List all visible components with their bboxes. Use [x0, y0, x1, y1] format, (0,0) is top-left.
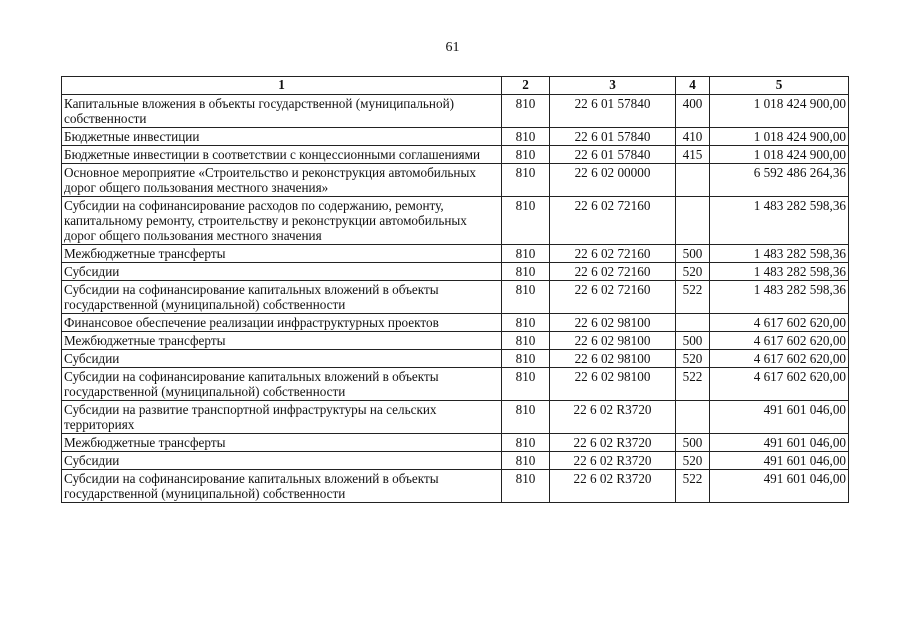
row-amount: 4 617 602 620,00: [710, 350, 849, 368]
row-expense-type: 400: [676, 95, 710, 128]
row-expense-type: 500: [676, 332, 710, 350]
table-row: [62, 470, 849, 503]
row-department-code: 810: [502, 332, 550, 350]
row-target-code: 22 6 02 72160: [550, 263, 676, 281]
row-department-code: 810: [502, 245, 550, 263]
header-col-2: 2: [502, 77, 550, 95]
row-expense-type: 520: [676, 350, 710, 368]
row-target-code: 22 6 02 72160: [550, 197, 676, 245]
row-name: Субсидии на развитие транспортной инфраструктуры на сельских территориях: [62, 401, 502, 434]
row-name: Субсидии на софинансирование капитальных вложений в объекты государственной (муниципальной) собственности: [62, 281, 502, 314]
header-col-5: 5: [710, 77, 849, 95]
row-amount: 1 483 282 598,36: [710, 281, 849, 314]
table-row: [62, 197, 849, 245]
row-department-code: 810: [502, 263, 550, 281]
table-row: [62, 146, 849, 164]
row-expense-type: 500: [676, 245, 710, 263]
row-target-code: 22 6 01 57840: [550, 146, 676, 164]
table-row: [62, 332, 849, 350]
row-name: Межбюджетные трансферты: [62, 332, 502, 350]
row-name: Бюджетные инвестиции: [62, 128, 502, 146]
row-target-code: 22 6 02 R3720: [550, 470, 676, 503]
table-row: [62, 434, 849, 452]
row-amount: 1 483 282 598,36: [710, 197, 849, 245]
row-expense-type: [676, 401, 710, 434]
row-target-code: 22 6 02 98100: [550, 368, 676, 401]
row-department-code: 810: [502, 401, 550, 434]
row-department-code: 810: [502, 368, 550, 401]
row-target-code: 22 6 02 R3720: [550, 452, 676, 470]
row-expense-type: 522: [676, 470, 710, 503]
row-amount: 4 617 602 620,00: [710, 368, 849, 401]
table-row: [62, 368, 849, 401]
table-row: [62, 263, 849, 281]
row-expense-type: 410: [676, 128, 710, 146]
row-name: Субсидии: [62, 350, 502, 368]
row-name: Основное мероприятие «Строительство и реконструкция автомобильных дорог общего пользования местного значения»: [62, 164, 502, 197]
budget-table: [61, 76, 849, 503]
row-department-code: 810: [502, 470, 550, 503]
table-row: [62, 281, 849, 314]
row-expense-type: 520: [676, 452, 710, 470]
row-name: Межбюджетные трансферты: [62, 245, 502, 263]
page-number: 61: [445, 40, 460, 55]
row-amount: 4 617 602 620,00: [710, 332, 849, 350]
table-row: [62, 452, 849, 470]
row-name: Межбюджетные трансферты: [62, 434, 502, 452]
row-name: Субсидии на софинансирование расходов по содержанию, ремонту, капитальному ремонту, строительству и реконструкции автомобильных дорог общего пользования местного значения: [62, 197, 502, 245]
table-row: [62, 128, 849, 146]
row-target-code: 22 6 02 R3720: [550, 401, 676, 434]
row-amount: 491 601 046,00: [710, 401, 849, 434]
row-target-code: 22 6 02 R3720: [550, 434, 676, 452]
row-expense-type: [676, 314, 710, 332]
row-expense-type: 522: [676, 368, 710, 401]
row-expense-type: 415: [676, 146, 710, 164]
table-body: [62, 95, 849, 503]
row-amount: 1 018 424 900,00: [710, 146, 849, 164]
row-amount: 491 601 046,00: [710, 470, 849, 503]
header-col-3: 3: [550, 77, 676, 95]
row-expense-type: 520: [676, 263, 710, 281]
row-expense-type: [676, 164, 710, 197]
row-expense-type: 500: [676, 434, 710, 452]
header-col-4: 4: [676, 77, 710, 95]
row-target-code: 22 6 01 57840: [550, 128, 676, 146]
row-target-code: 22 6 02 72160: [550, 281, 676, 314]
table-row: [62, 245, 849, 263]
row-department-code: 810: [502, 314, 550, 332]
table-row: [62, 350, 849, 368]
row-department-code: 810: [502, 434, 550, 452]
row-name: Субсидии: [62, 263, 502, 281]
row-name: Субсидии на софинансирование капитальных вложений в объекты государственной (муниципальной) собственности: [62, 470, 502, 503]
row-amount: 6 592 486 264,36: [710, 164, 849, 197]
row-department-code: 810: [502, 197, 550, 245]
row-name: Капитальные вложения в объекты государственной (муниципальной) собственности: [62, 95, 502, 128]
row-department-code: 810: [502, 350, 550, 368]
row-target-code: 22 6 02 98100: [550, 332, 676, 350]
row-target-code: 22 6 02 98100: [550, 350, 676, 368]
table-row: [62, 314, 849, 332]
row-target-code: 22 6 01 57840: [550, 95, 676, 128]
row-expense-type: 522: [676, 281, 710, 314]
table-row: [62, 401, 849, 434]
row-expense-type: [676, 197, 710, 245]
table-row: [62, 164, 849, 197]
row-department-code: 810: [502, 164, 550, 197]
row-amount: 491 601 046,00: [710, 452, 849, 470]
row-target-code: 22 6 02 72160: [550, 245, 676, 263]
row-department-code: 810: [502, 95, 550, 128]
table-row: [62, 95, 849, 128]
row-amount: 1 018 424 900,00: [710, 95, 849, 128]
table-header-row: [62, 77, 849, 95]
row-name: Финансовое обеспечение реализации инфраструктурных проектов: [62, 314, 502, 332]
row-amount: 1 483 282 598,36: [710, 263, 849, 281]
row-target-code: 22 6 02 98100: [550, 314, 676, 332]
row-department-code: 810: [502, 281, 550, 314]
row-department-code: 810: [502, 452, 550, 470]
row-amount: 491 601 046,00: [710, 434, 849, 452]
row-department-code: 810: [502, 146, 550, 164]
row-amount: 1 018 424 900,00: [710, 128, 849, 146]
header-col-1: 1: [62, 77, 502, 95]
row-amount: 1 483 282 598,36: [710, 245, 849, 263]
row-department-code: 810: [502, 128, 550, 146]
row-name: Субсидии на софинансирование капитальных вложений в объекты государственной (муниципальной) собственности: [62, 368, 502, 401]
row-target-code: 22 6 02 00000: [550, 164, 676, 197]
row-amount: 4 617 602 620,00: [710, 314, 849, 332]
row-name: Бюджетные инвестиции в соответствии с концессионными соглашениями: [62, 146, 502, 164]
row-name: Субсидии: [62, 452, 502, 470]
